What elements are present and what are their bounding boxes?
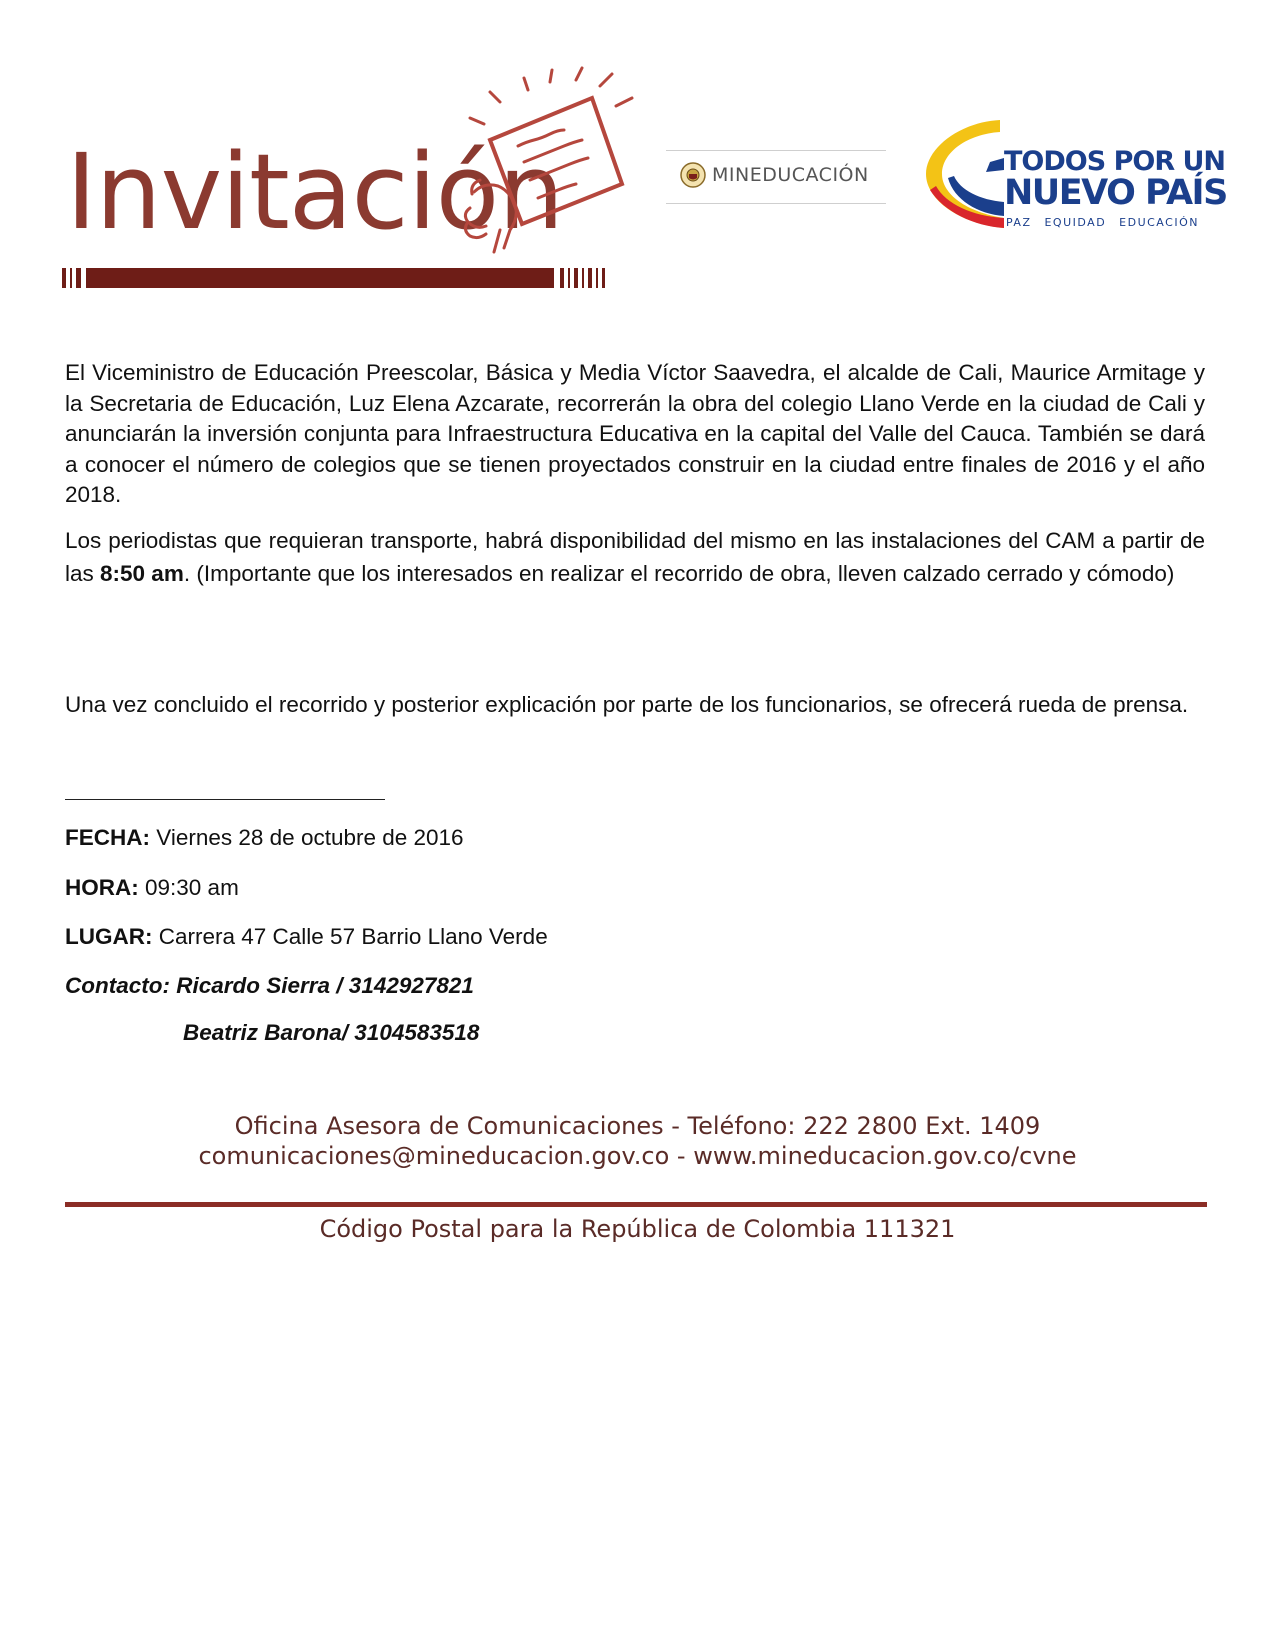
colombia-flag-swoosh-icon: [920, 112, 1008, 234]
footer-email-web: comunicaciones@mineducacion.gov.co - www.mineducacion.gov.co/cvne: [198, 1142, 1077, 1170]
date-field: [65, 824, 464, 852]
footer-office-phone: Oficina Asesora de Comunicaciones - Teléfono: 222 2800 Ext. 1409: [234, 1112, 1041, 1140]
invitation-title: Invitación: [66, 131, 564, 253]
date-label: FECHA:: [65, 825, 150, 850]
coat-of-arms-icon: [680, 162, 706, 188]
separator-line: [65, 799, 385, 800]
footer-postal-code: Código Postal para la República de Colombia 111321: [319, 1215, 956, 1243]
campaign-tagline: PAZ EQUIDAD EDUCACIÓN: [1006, 216, 1199, 229]
date-value: Viernes 28 de octubre de 2016: [150, 825, 464, 850]
paragraph-press-conference: Una vez concluido el recorrido y posterior explicación por parte de los funcionarios, se ofrecerá rueda de prensa.: [65, 692, 1189, 717]
contact-primary: Contacto: Ricardo Sierra / 3142927821: [65, 973, 474, 998]
place-value: Carrera 47 Calle 57 Barrio Llano Verde: [152, 924, 548, 949]
contact-secondary: Beatriz Barona/ 3104583518: [183, 1020, 480, 1045]
time-field: [65, 874, 239, 902]
paragraph-announcement: El Viceministro de Educación Preescolar, Básica y Media Víctor Saavedra, el alcalde de Cali, Maurice Armitage y la Secretaria de Educación, Luz Elena Azcarate, recorrerán la obra del colegio Llano Verde en la ciudad de Cali y anunciarán la inversión conjunta para Infraestructura Educativa en la capital del Valle del Cauca. También se dará a conocer el número de colegios que se tienen proyectados construir en la ciudad entre finales de 2016 y el año 2018.: [65, 360, 1205, 507]
decorative-bar: [62, 266, 638, 290]
paragraph-transport: [65, 524, 1205, 590]
time-value: 09:30 am: [138, 875, 239, 900]
hand-letter-icon: [440, 62, 660, 272]
campaign-line1: TODOS POR UN: [1004, 146, 1226, 177]
transport-time: 8:50 am: [100, 561, 184, 586]
transport-note: . (Importante que los interesados en realizar el recorrido de obra, lleven calzado cerrado y cómodo): [183, 561, 1175, 586]
time-label: HORA:: [65, 875, 139, 900]
campaign-line2: NUEVO PAÍS: [1004, 173, 1227, 213]
footer-rule: [65, 1202, 1207, 1207]
place-field: [65, 923, 548, 951]
transport-text: Los periodistas que requieran transporte, habrá disponibilidad del mismo en las instalaciones del CAM a partir de las: [65, 528, 1205, 586]
place-label: LUGAR:: [65, 924, 153, 949]
ministry-label: MINEDUCACIÓN: [712, 164, 869, 186]
